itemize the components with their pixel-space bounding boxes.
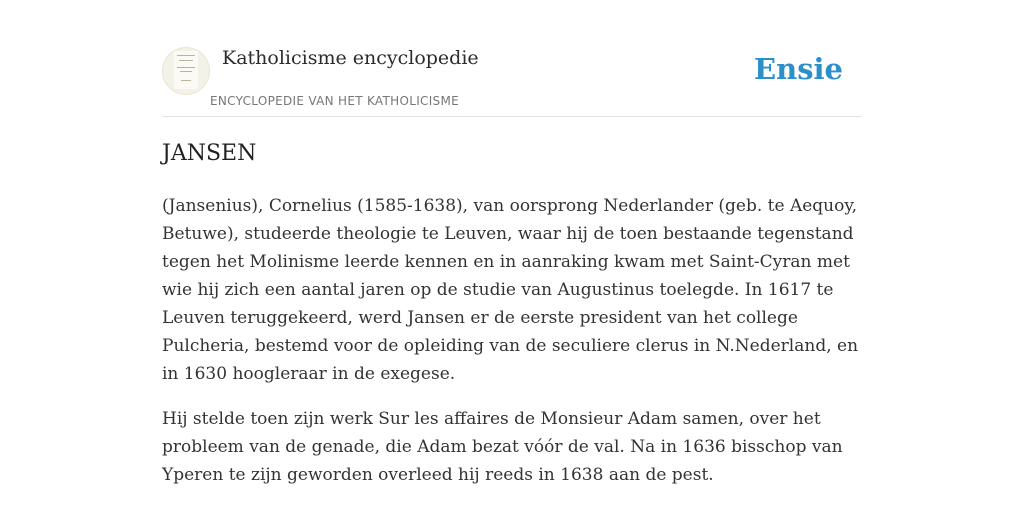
cover-line [181, 80, 191, 81]
cover-line [179, 60, 193, 61]
site-header [162, 0, 862, 117]
article [162, 139, 862, 489]
page-title: JANSEN [162, 141, 257, 166]
ensie-logo-link[interactable]: Ensie [754, 52, 843, 86]
cover-line [177, 67, 195, 68]
cover-line [180, 71, 192, 72]
site-subtitle: ENCYCLOPEDIE VAN HET KATHOLICISME [210, 94, 459, 108]
cover-line [177, 55, 195, 56]
book-cover-page [174, 51, 198, 89]
book-cover-icon[interactable] [162, 47, 210, 95]
article-paragraph: (Jansenius), Cornelius (1585-1638), van oorsprong Nederlander (geb. te Aequoy, Betuwe), studeerde theologie te Leuven, waar hij de toen bestaande tegenstand tegen het Molinisme leerde kennen en in aanraking kwam met Saint-Cyran met wie hij zich een aantal jaren op de studie van Augustinus toelegde. In 1617 te Leuven teruggekeerd, werd Jansen er de eerste president van het college Pulcheria, bestemd voor de opleiding van de seculiere clerus in N.Nederland, en in 1630 hoogleraar in de exegese. [162, 196, 859, 384]
article-paragraph: Hij stelde toen zijn werk Sur les affaires de Monsieur Adam samen, over het probleem van de genade, die Adam bezat vóór de val. Na in 1636 bisschop van Yperen te zijn geworden overleed hij reeds in 1638 aan de pest. [162, 409, 843, 485]
site-title[interactable]: Katholicisme encyclopedie [222, 47, 479, 69]
